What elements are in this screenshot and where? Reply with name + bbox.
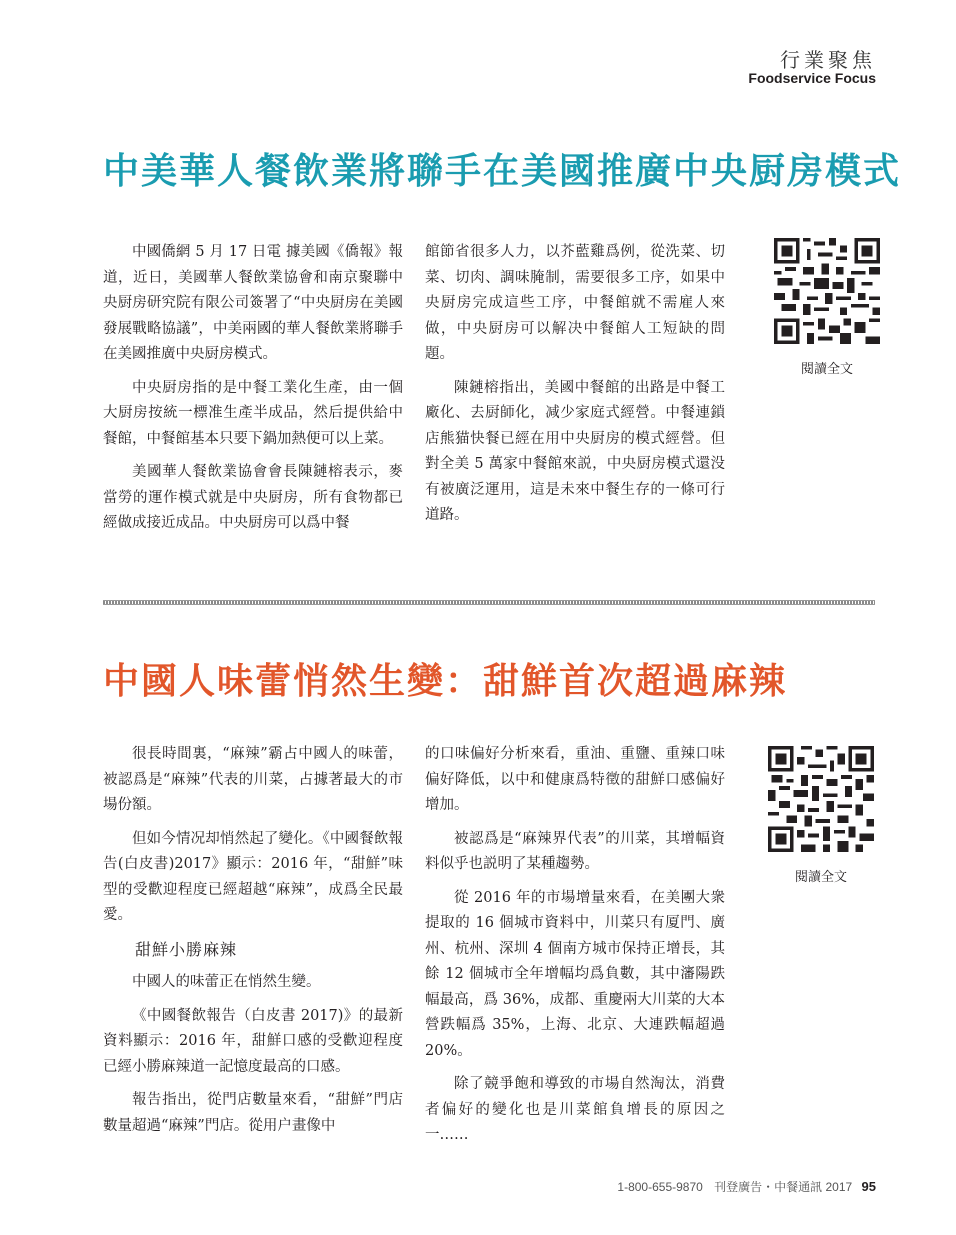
paragraph: 美國華人餐飲業協會會長陳鏈榕表示，麥當勞的運作模式就是中央厨房，所有食物都已經做成接近成品。中央厨房可以爲中餐 <box>103 464 403 531</box>
section-title-chinese: 行業聚焦 <box>780 48 876 72</box>
page-number: 95 <box>861 1179 876 1194</box>
section-title-english: Foodservice Focus <box>748 70 876 86</box>
article1-headline: 中美華人餐飲業將聯手在美國推廣中央厨房模式 <box>103 150 902 192</box>
paragraph: 但如今情况却悄然起了變化。《中國餐飲報告(白皮書)2017》顯示：2016 年，“甜鮮”味型的受歡迎程度已經超越“麻辣”，成爲全民最愛。 <box>103 830 403 923</box>
paragraph: 報告指出，從門店數量來看，“甜鮮”門店數量超過“麻辣”門店。從用户畫像中 <box>103 1092 403 1134</box>
read-full-text-label[interactable]: 閱讀全文 <box>794 870 847 885</box>
paragraph: 中央厨房指的是中餐工業化生產，由一個大厨房按統一標准生產半成品，然后提供給中餐館，中餐館基本只要下鍋加熱便可以上菜。 <box>103 379 403 447</box>
paragraph: 被認爲是“麻辣界代表”的川菜，其增幅資料似乎也説明了某種趨勢。 <box>425 830 725 872</box>
footer-magazine: 刊登廣告・中餐通訊 2017 <box>714 1180 853 1194</box>
paragraph: 中國人的味蕾正在悄然生變。 <box>132 974 321 990</box>
footer-phone: 1-800-655-9870 <box>617 1180 703 1194</box>
article1-column2 <box>425 240 725 537</box>
page-footer <box>617 1178 876 1195</box>
paragraph: 的口味偏好分析來看，重油、重鹽、重辣口味偏好降低，以中和健康爲特徵的甜鮮口感偏好增加。 <box>425 746 725 813</box>
paragraph: 館節省很多人力，以芥藍雞爲例，從洗菜、切菜、切肉、調味腌制，需要很多工序，如果中央厨房完成這些工序，中餐館就不需雇人來做，中央厨房可以解决中餐館人工短缺的問題。 <box>425 244 725 362</box>
paragraph: 陳鏈榕指出，美國中餐館的出路是中餐工廠化、去厨師化，减少家庭式經營。中餐連鎖店熊猫快餐已經在用中央厨房的模式經營。但對全美 5 萬家中餐館來説，中央厨房模式還没有被廣泛運用，這是未來中餐生存的一條可行道路。 <box>425 379 725 523</box>
paragraph: 從 2016 年的市場增量來看，在美團大衆提取的 16 個城市資料中，川菜只有厦門、廣州、杭州、深圳 4 個南方城市保持正增長，其餘 12 個城市全年增幅均爲負數，其中瀋陽跌幅最高，爲 36%，成都、重慶兩大川菜的大本營跌幅爲 35%，上海、北京、大連跌幅超過 20%。 <box>425 889 725 1059</box>
paragraph: 中國僑網 5 月 17 日電 據美國《僑報》報道，近日，美國華人餐飲業協會和南京聚聯中央厨房研究院有限公司簽署了“中央厨房在美國發展戰略協議”，中美兩國的華人餐飲業將聯手在美國推廣中央厨房模式。 <box>103 244 403 362</box>
section-divider <box>103 600 875 605</box>
paragraph: 《中國餐飲報告（白皮書 2017)》的最新資料顯示：2016 年，甜鮮口感的受歡迎程度已經小勝麻辣道一記憶度最高的口感。 <box>103 1007 403 1075</box>
article2-headline: 中國人味蕾悄然生變：甜鮮首次超過麻辣 <box>103 660 788 702</box>
article2-column1 <box>103 742 403 1147</box>
subheading: 甜鮮小勝麻辣 <box>135 939 238 959</box>
article1-column1 <box>103 240 403 545</box>
article2-qr-block[interactable] <box>768 746 874 885</box>
qr-code-icon[interactable] <box>774 238 880 344</box>
article2-column2 <box>425 742 725 1157</box>
article1-qr-block[interactable] <box>774 238 880 377</box>
paragraph: 除了競爭飽和導致的市場自然淘汰，消費者偏好的變化也是川菜館負增長的原因之一…… <box>425 1076 725 1143</box>
qr-code-icon[interactable] <box>768 746 874 852</box>
read-full-text-label[interactable]: 閱讀全文 <box>800 362 853 377</box>
paragraph: 很長時間裏，“麻辣”霸占中國人的味蕾，被認爲是“麻辣”代表的川菜，占據著最大的市場份額。 <box>103 746 403 813</box>
